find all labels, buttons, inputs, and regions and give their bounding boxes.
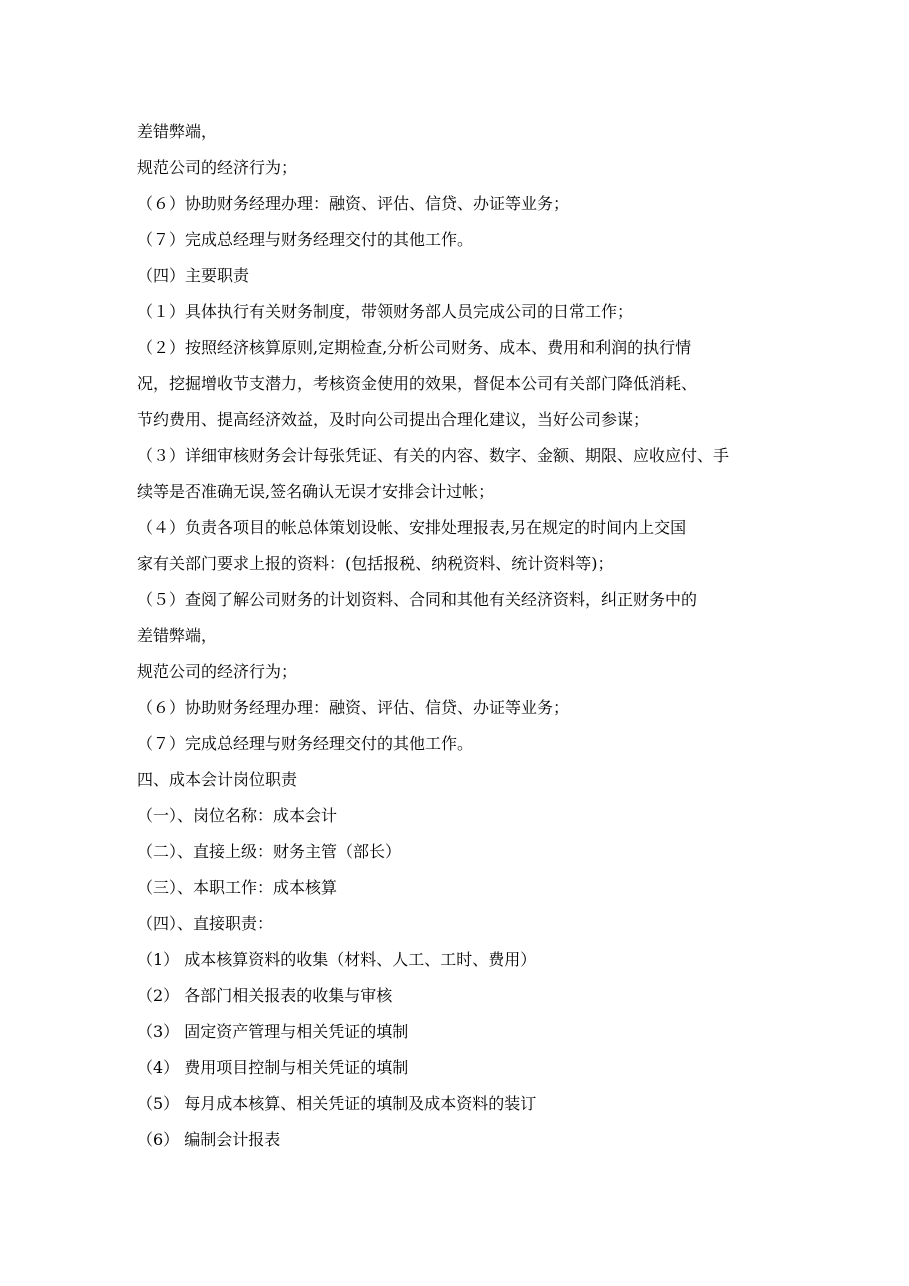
text-line: （１）具体执行有关财务制度，带领财务部人员完成公司的日常工作；	[137, 302, 634, 321]
text-line: 节约费用、提高经济效益，及时向公司提出合理化建议，当好公司参谋；	[137, 410, 650, 429]
text-line: 续等是否准确无误,签名确认无误才安排会计过帐；	[137, 482, 495, 501]
document-body	[137, 114, 777, 1158]
text-line: （６）协助财务经理办理：融资、评估、信贷、办证等业务；	[137, 194, 570, 213]
text-line: （三）、本职工作：成本核算	[137, 878, 338, 897]
list-item: （2） 各部门相关报表的收集与审核	[137, 986, 393, 1005]
list-item: （5） 每月成本核算、相关凭证的填制及成本资料的装订	[137, 1094, 537, 1113]
text-line: 规范公司的经济行为；	[137, 158, 298, 177]
text-line: （２）按照经济核算原则,定期检查,分析公司财务、成本、费用和利润的执行情	[137, 338, 692, 357]
text-line: 家有关部门要求上报的资料：(包括报税、纳税资料、统计资料等)；	[137, 554, 614, 573]
text-line: （四）、直接职责：	[137, 914, 274, 933]
list-item: （4） 费用项目控制与相关凭证的填制	[137, 1058, 409, 1077]
text-line: （６）协助财务经理办理：融资、评估、信贷、办证等业务；	[137, 698, 570, 717]
list-item: （6） 编制会计报表	[137, 1130, 281, 1149]
text-line: 况，挖掘增收节支潜力，考核资金使用的效果，督促本公司有关部门降低消耗、	[137, 374, 698, 393]
text-line: 差错弊端，	[137, 122, 218, 141]
list-item: （3） 固定资产管理与相关凭证的填制	[137, 1022, 409, 1041]
text-line: （一）、岗位名称：成本会计	[137, 806, 338, 825]
text-line: 规范公司的经济行为；	[137, 662, 298, 681]
text-line: 差错弊端，	[137, 626, 218, 645]
text-line: （７）完成总经理与财务经理交付的其他工作。	[137, 734, 474, 753]
text-line: （５）查阅了解公司财务的计划资料、合同和其他有关经济资料，纠正财务中的	[137, 590, 698, 609]
list-item: （1） 成本核算资料的收集（材料、人工、工时、费用）	[137, 950, 537, 969]
text-line: （７）完成总经理与财务经理交付的其他工作。	[137, 230, 474, 249]
section-heading: （四）主要职责	[137, 266, 250, 285]
text-line: （４）负责各项目的帐总体策划设帐、安排处理报表,另在规定的时间内上交国	[137, 518, 687, 537]
text-line: （３）详细审核财务会计每张凭证、有关的内容、数字、金额、期限、应收应付、手	[137, 446, 730, 465]
section-heading: 四、成本会计岗位职责	[137, 770, 298, 789]
text-line: （二）、直接上级：财务主管（部长）	[137, 842, 402, 861]
